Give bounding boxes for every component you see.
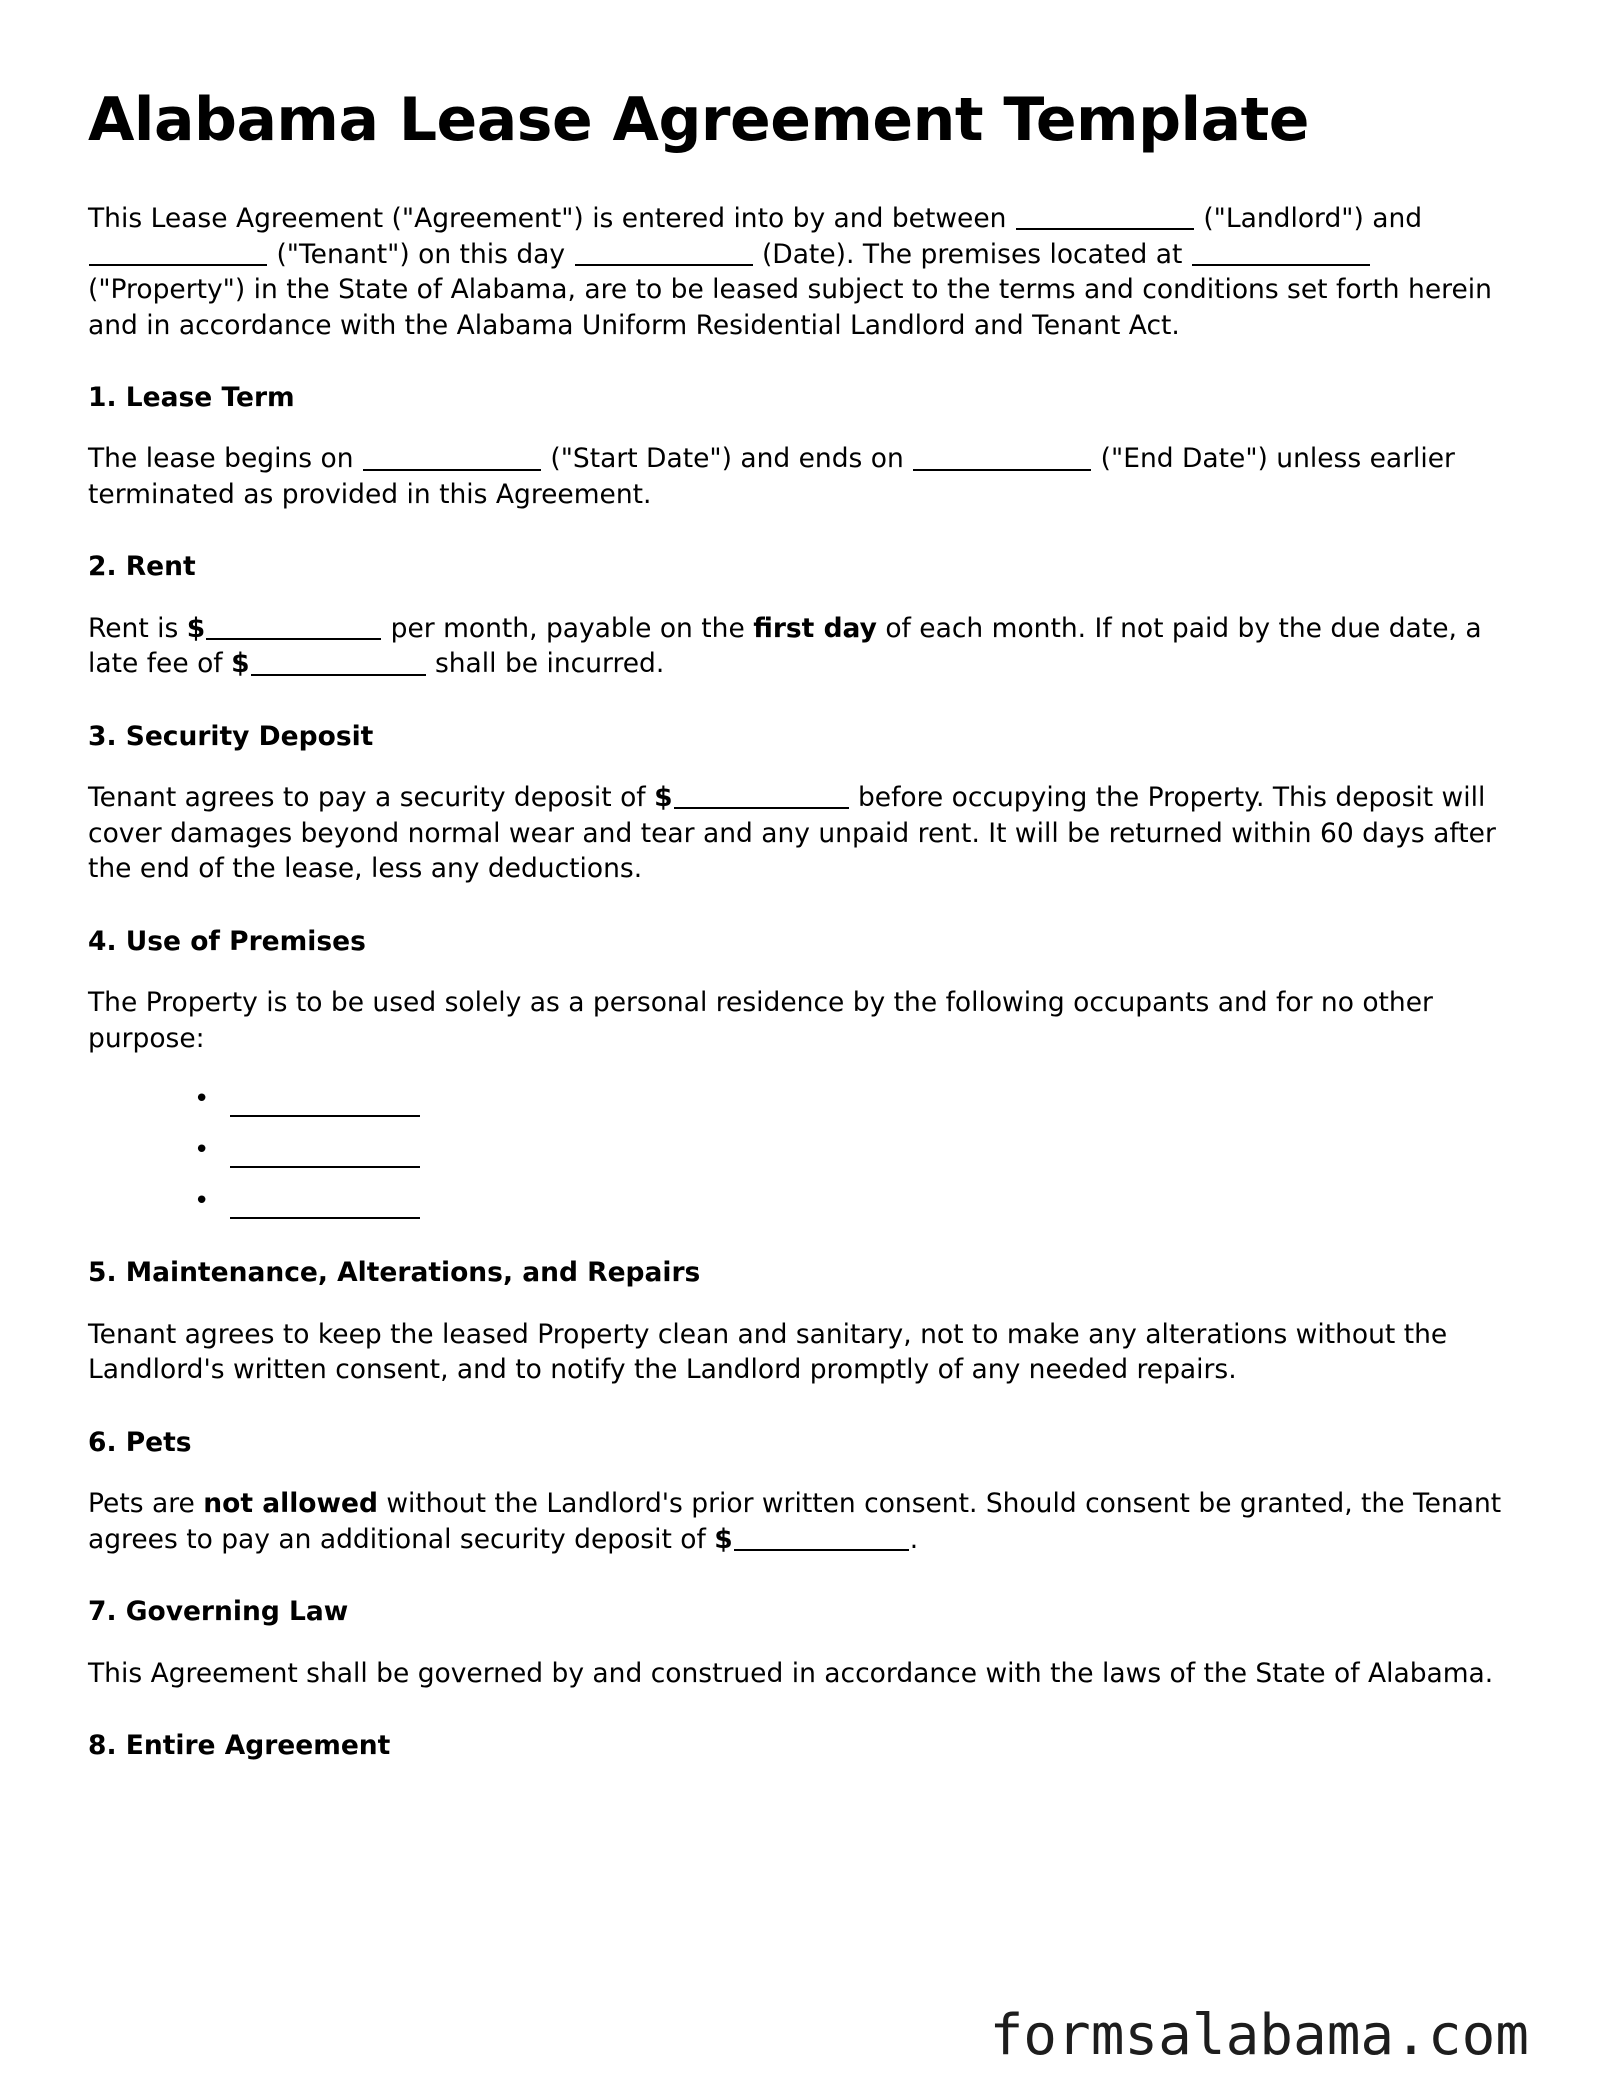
- tenant-name-blank[interactable]: [89, 237, 267, 266]
- section-heading-pets: 6. Pets: [88, 1426, 192, 1458]
- late-fee-blank[interactable]: [251, 647, 426, 676]
- lease-term-text-3: ("End Date") unless earlier terminated as provided in this Agreement.: [88, 443, 1455, 510]
- lease-term-text-2: ("Start Date") and ends on: [550, 443, 904, 475]
- pets-text-1: Pets are: [88, 1488, 195, 1520]
- security-deposit-blank[interactable]: [674, 781, 849, 810]
- lease-term-text-1: The lease begins on: [88, 443, 354, 475]
- occupant-name-blank-2[interactable]: [230, 1141, 420, 1168]
- section-heading-governing-law: 7. Governing Law: [88, 1596, 349, 1628]
- late-fee-dollar-sign: $: [231, 648, 250, 680]
- intro-text-3: ("Tenant") on this day: [276, 238, 566, 270]
- rent-text-2: per month, payable on the: [390, 612, 745, 644]
- start-date-blank[interactable]: [363, 442, 541, 471]
- rent-text-3: of each month. If not paid by the due date, a late fee of: [88, 612, 1482, 680]
- end-date-blank[interactable]: [913, 442, 1091, 471]
- section-body-rent: [88, 611, 1529, 682]
- intro-text-5: ("Property") in the State of Alabama, are to be leased subject to the terms and conditions set forth herein and in accordance with the Alabama Uniform Residential Landlord and Tenant Act.: [88, 274, 1492, 341]
- rent-emphasis-first-day: first day: [753, 612, 877, 644]
- section-body-maintenance: Tenant agrees to keep the leased Property clean and sanitary, not to make any alterations without the Landlord's written consent, and to notify the Landlord promptly of any needed repairs.: [88, 1318, 1448, 1386]
- page-title: Alabama Lease Agreement Template: [88, 85, 1309, 155]
- section-heading-use-of-premises: 4. Use of Premises: [88, 925, 366, 957]
- security-deposit-dollar-sign: $: [654, 782, 673, 814]
- rent-text-4: shall be incurred.: [434, 648, 665, 680]
- section-heading-security-deposit: 3. Security Deposit: [88, 720, 374, 752]
- property-address-blank[interactable]: [1192, 237, 1370, 266]
- site-watermark: formsalabama.com: [989, 2003, 1529, 2068]
- security-deposit-text-2: before occupying the Property. This deposit will cover damages beyond normal wear and tear and any unpaid rent. It will be returned within 60 days after the end of the lease, less any deductions.: [88, 782, 1496, 885]
- intro-text-4: (Date). The premises located at: [761, 238, 1183, 270]
- list-item: [188, 1192, 1529, 1221]
- occupant-name-blank-1[interactable]: [230, 1090, 420, 1117]
- intro-paragraph: [88, 201, 1529, 343]
- list-item: [188, 1141, 1529, 1170]
- list-item: [188, 1090, 1529, 1119]
- monthly-rent-blank[interactable]: [206, 612, 381, 641]
- occupant-name-blank-3[interactable]: [230, 1192, 420, 1219]
- section-heading-lease-term: 1. Lease Term: [88, 382, 295, 413]
- pet-deposit-blank[interactable]: [734, 1522, 909, 1551]
- section-body-security-deposit: [88, 780, 1529, 887]
- security-deposit-text-1: Tenant agrees to pay a security deposit of: [88, 782, 646, 814]
- pets-text-2: without the Landlord's prior written consent. Should consent be granted, the Tenant agrees to pay an additional security deposit of: [88, 1488, 1502, 1555]
- section-heading-maintenance: 5. Maintenance, Alterations, and Repairs: [88, 1257, 701, 1289]
- section-body-governing-law: This Agreement shall be governed by and construed in accordance with the laws of the State of Alabama.: [88, 1657, 1494, 1689]
- intro-text-1: This Lease Agreement ("Agreement") is entered into by and between: [88, 203, 1007, 234]
- section-body-use-of-premises: The Property is to be used solely as a personal residence by the following occupants and for no other purpose:: [88, 987, 1433, 1054]
- section-heading-rent: 2. Rent: [88, 551, 196, 583]
- pet-deposit-dollar-sign: $: [714, 1523, 733, 1555]
- section-body-pets: [88, 1486, 1529, 1557]
- section-heading-entire-agreement: 8. Entire Agreement: [88, 1730, 391, 1762]
- agreement-date-blank[interactable]: [575, 237, 753, 266]
- landlord-name-blank[interactable]: [1016, 202, 1194, 231]
- pets-text-3: .: [909, 1523, 919, 1555]
- pets-emphasis-not-allowed: not allowed: [203, 1488, 378, 1520]
- occupants-list: [88, 1090, 1529, 1220]
- section-body-lease-term: [88, 441, 1529, 512]
- rent-dollar-sign: $: [186, 612, 206, 644]
- intro-text-2: ("Landlord") and: [1203, 203, 1423, 234]
- rent-text-1: Rent is: [88, 612, 179, 644]
